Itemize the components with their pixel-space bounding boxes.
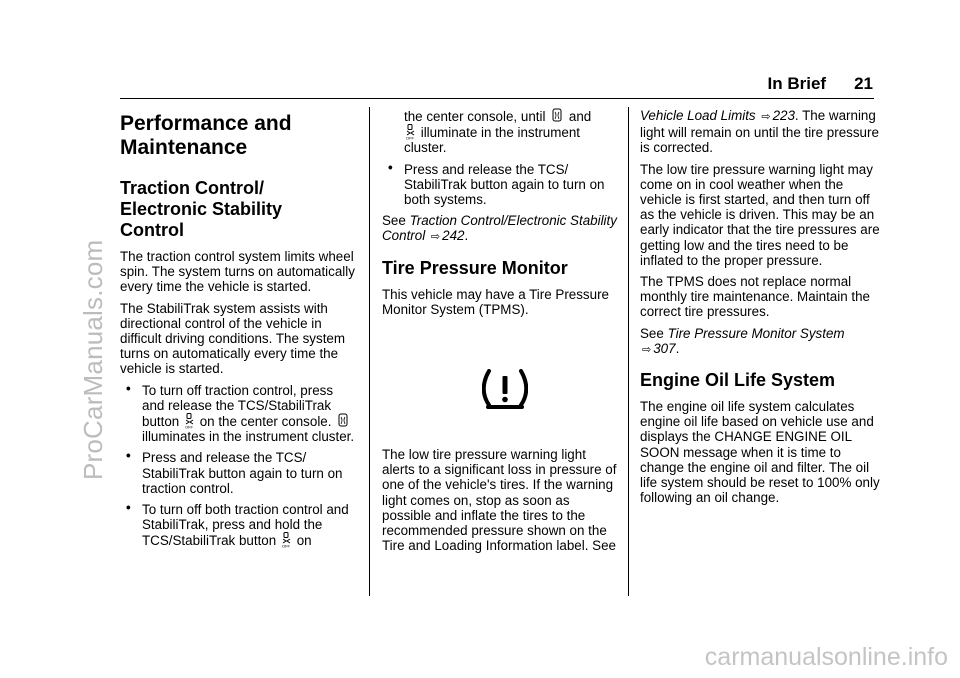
see-reference-2: See Tire Pressure Monitor System ⇨ 307. [640,325,845,356]
column-divider-2 [628,107,629,596]
section-title: In Brief [767,74,827,93]
section-heading [120,112,356,160]
list-item [120,450,356,496]
traction-off-icon [282,532,291,548]
traction-heading-line-2: Electronic Stability [120,199,283,219]
column-2 [382,108,618,559]
side-watermark: ProCarManuals.com [78,239,108,480]
traction-paragraph: The traction control system limits wheel spin. The system turns on automatically every time the vehicle is started. [120,249,355,295]
bullet-text: Press and release the TCS/ StabiliTrak button again to turn on both systems. [404,161,605,208]
section-heading-line-2: Maintenance [120,136,248,159]
tpms-heading: Tire Pressure Monitor [382,257,568,278]
maintenance-paragraph: The TPMS does not replace normal monthly tire maintenance. Maintain the correct tire pressures. [640,274,870,320]
bullet-text: illuminates in the instrument cluster. [142,429,355,445]
svg-text:OFF: OFF [406,135,414,141]
bullet-dot: • [126,500,131,516]
oil-life-paragraph: The engine oil life system calculates engine oil life based on vehicle use and displays the CHANGE ENGINE OIL SOON message when it is time to change the engine oil and filter. The oil life system should be reset to 100% only following an oil change. [640,399,880,506]
page-number: 21 [854,74,873,93]
section-heading-line-1: Performance and [120,112,292,135]
column-divider-1 [369,107,370,596]
continuation-text: the center console, until [404,109,546,124]
bullet-dot: • [126,448,131,464]
svg-text:OFF: OFF [184,424,193,430]
column-3 [640,108,880,511]
load-limits-paragraph: Vehicle Load Limits ⇨ 223. The warning light will remain on until the tire pressure is corrected. [640,108,879,156]
bullet-text: Press and release the TCS/ StabiliTrak button again to turn on traction control. [142,450,343,496]
bullet-dot: • [126,380,131,396]
bullet-text: To turn off traction control, press and release the TCS/StabiliTrak button [142,382,334,430]
list-item [382,159,618,208]
stabilitrak-paragraph: The StabiliTrak system assists with directional control of the vehicle in difficult driving conditions. The system turns on automatically every time the vehicle is started. [120,300,346,377]
header-text [768,74,873,94]
stabilitrak-icon [337,413,349,429]
traction-off-icon [185,413,194,429]
traction-heading-line-1: Traction Control/ [120,178,264,198]
oil-life-heading: Engine Oil Life System [640,370,836,391]
see-label: See [382,213,406,229]
header-rule [120,98,874,99]
bullet-text: on the center console. [199,414,332,430]
reference-page[interactable]: 242 [442,228,465,244]
reference-link-load-limits[interactable]: Vehicle Load Limits [640,108,756,123]
page-header [120,74,873,100]
cool-weather-paragraph: The low tire pressure warning light may come on in cool weather when the vehicle is first started, and then turn off as the vehicle is driven. This may be an early indicator that the tire pressures are getting low and the tires need to be inflated to the proper pressure. [640,161,880,268]
reference-page[interactable]: 223 [772,108,795,123]
reference-link-traction[interactable]: Traction Control/Electronic Stability Control [382,213,617,244]
traction-off-icon [406,124,415,140]
page-ref-arrow-icon: ⇨ [642,343,652,356]
bottom-watermark: carmanualsonline.info [704,643,948,671]
tpms-intro: This vehicle may have a Tire Pressure Monitor System (TPMS). [382,286,609,317]
continuation-text: illuminate in the instrument cluster. [404,125,581,156]
list-item [120,502,356,549]
paragraph-text: The warning light will remain on until the tire pressure is corrected. [640,108,879,156]
traction-control-heading [120,178,356,241]
reference-page[interactable]: 307 [653,340,676,356]
tire-pressure-warning-icon [482,369,528,411]
list-item [120,380,356,445]
bullet-text: on [296,533,312,549]
tpms-warning-paragraph: The low tire pressure warning light alerts to a significant loss in pressure of one of the vehicle's tires. If the warning light comes on, stop as soon as possible and inflate the tires to the recommended pressure shown on the Tire and Loading Information label. See [382,447,617,554]
see-reference-1: See Traction Control/Electronic Stability Control ⇨ 242. [382,213,617,244]
bullet-text: To turn off both traction control and StabiliTrak, press and hold the TCS/StabiliTrak button [142,502,349,549]
stabilitrak-icon [551,108,563,124]
traction-heading-line-3: Control [120,220,184,240]
bullet-dot: • [388,159,393,175]
continuation-text: and [568,109,592,124]
bullet-continuation [382,108,618,156]
see-label: See [640,325,664,341]
page-ref-arrow-icon: ⇨ [761,111,771,123]
svg-text:OFF: OFF [281,543,290,549]
page-ref-arrow-icon: ⇨ [430,231,441,244]
reference-link-tpms[interactable]: Tire Pressure Monitor System [667,325,845,341]
column-1 [120,108,356,555]
